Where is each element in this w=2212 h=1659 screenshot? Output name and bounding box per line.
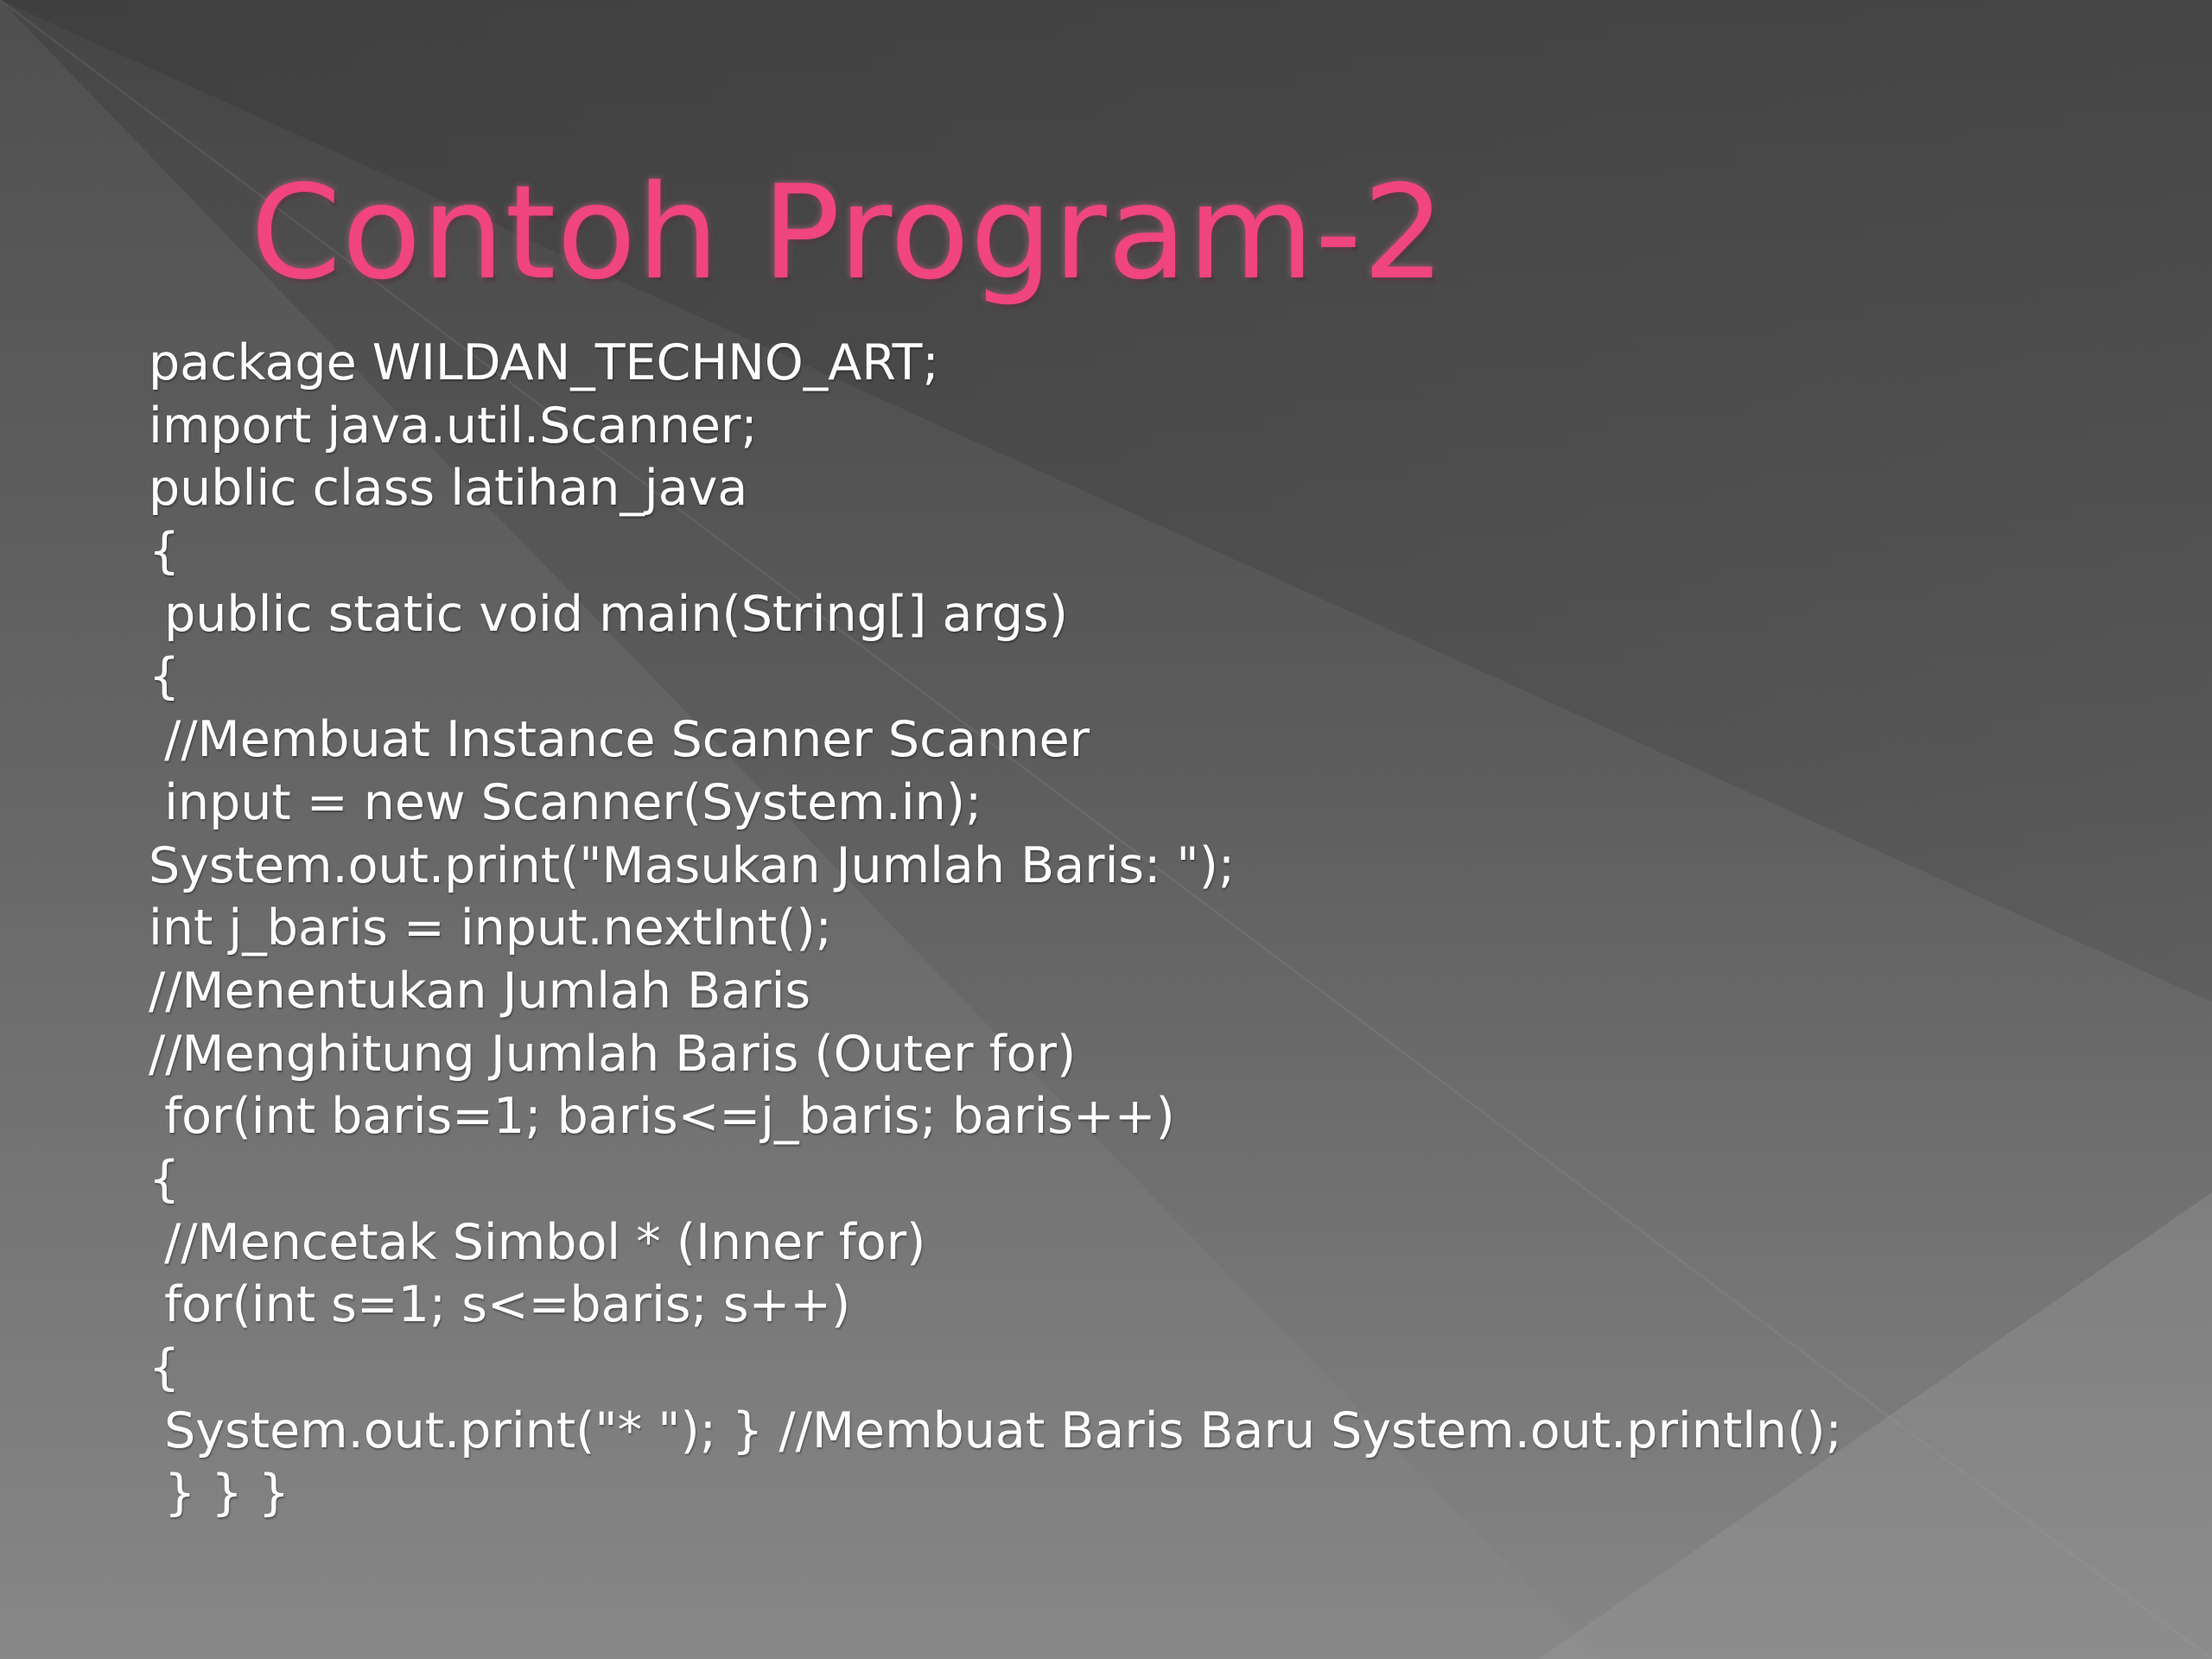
slide-title: Contoh Program-2 (251, 158, 1446, 308)
code-line: //Menentukan Jumlah Baris (149, 962, 811, 1020)
code-line: { (149, 648, 181, 706)
code-line: for(int baris=1; baris<=j_baris; baris++) (149, 1088, 1175, 1146)
code-line: { (149, 1150, 181, 1208)
code-line: for(int s=1; s<=baris; s++) (149, 1276, 851, 1334)
code-line: System.out.print("Masukan Jumlah Baris: "); (149, 836, 1236, 894)
code-line: //Membuat Instance Scanner Scanner (149, 711, 1090, 769)
code-line: input = new Scanner(System.in); (149, 773, 982, 831)
code-line: System.out.print("* "); } //Membuat Baris Baru System.out.println(); (149, 1402, 1842, 1459)
code-line: //Mencetak Simbol * (Inner for) (149, 1213, 926, 1271)
code-line: import java.util.Scanner; (149, 397, 758, 454)
code-line: { (149, 1339, 181, 1396)
code-line: public static void main(String[] args) (149, 585, 1068, 643)
code-line: package WILDAN_TECHNO_ART; (149, 334, 939, 391)
code-listing (149, 332, 2136, 1525)
code-line: int j_baris = input.nextInt(); (149, 899, 832, 957)
code-line: } } } (149, 1465, 290, 1522)
code-line: { (149, 523, 181, 581)
code-line: public class latihan_java (149, 460, 748, 518)
code-line: //Menghitung Jumlah Baris (Outer for) (149, 1025, 1077, 1083)
